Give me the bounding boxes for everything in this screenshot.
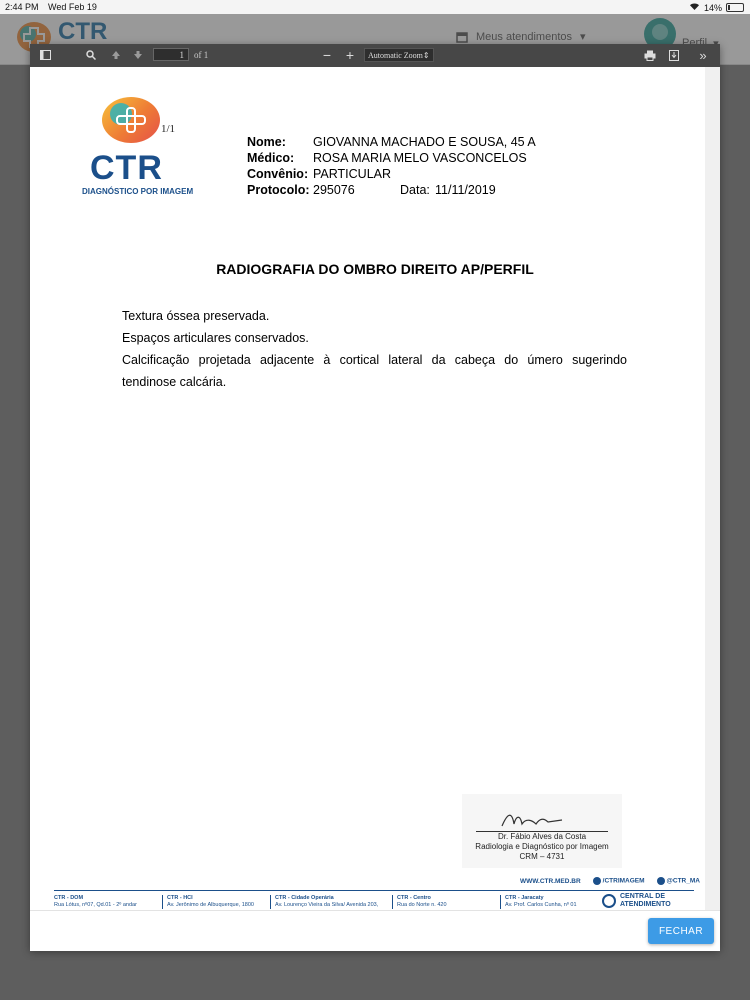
- unit-name: CTR - Cidade Operária: [275, 895, 334, 901]
- close-button[interactable]: FECHAR: [648, 918, 714, 944]
- data-label: Data:: [400, 183, 430, 197]
- signer-crm: CRM – 4731: [519, 852, 565, 861]
- footer-divider: [54, 890, 694, 891]
- report-title: RADIOGRAFIA DO OMBRO DIREITO AP/PERFIL: [216, 261, 534, 277]
- patient-name: GIOVANNA MACHADO E SOUSA, 45 A: [313, 135, 536, 149]
- central-atendimento: [620, 893, 686, 909]
- instagram-handle: @CTR_MA: [666, 877, 700, 885]
- doctor-name: ROSA MARIA MELO VASCONCELOS: [313, 151, 527, 165]
- zoom-select[interactable]: [364, 48, 434, 62]
- unit-name: CTR - Jaracaty: [505, 895, 544, 901]
- logo-subtitle: DIAGNÓSTICO POR IMAGEM: [82, 187, 194, 196]
- nome-label: Nome:: [247, 135, 286, 149]
- instagram-icon: [657, 877, 665, 885]
- instagram-link: [657, 877, 700, 885]
- select-arrows-icon: ⇕: [422, 51, 430, 60]
- zoom-out-icon[interactable]: −: [322, 47, 332, 63]
- footer-social: [520, 877, 700, 885]
- pdf-page: [30, 67, 705, 910]
- more-tools-icon[interactable]: »: [699, 47, 707, 63]
- protocolo-value: 295076: [313, 183, 355, 197]
- signature-scribble-icon: [498, 808, 566, 830]
- finding-line: Calcificação projetada adjacente à cortical lateral da cabeça do úmero sugerindo tendinose calcária.: [122, 353, 627, 389]
- website-text: WWW.CTR.MED.BR: [520, 877, 581, 885]
- unit-item: [392, 895, 447, 909]
- report-modal: [30, 44, 720, 950]
- zoom-in-icon[interactable]: +: [345, 47, 355, 63]
- print-icon[interactable]: [642, 48, 658, 62]
- battery-percent: 14%: [703, 2, 722, 13]
- finding-line: Espaços articulares conservados.: [122, 331, 309, 345]
- medico-label: Médico:: [247, 151, 295, 165]
- unit-address: Av. Prof. Carlos Cunha, nº 01: [505, 902, 577, 908]
- signer-specialty: Radiologia e Diagnóstico por Imagem: [475, 842, 609, 851]
- search-icon[interactable]: [84, 48, 98, 62]
- page-number-input[interactable]: 1: [153, 48, 189, 61]
- convenio-label: Convênio:: [247, 167, 309, 181]
- convenio-value: PARTICULAR: [313, 167, 392, 181]
- protocolo-label: Protocolo:: [247, 183, 310, 197]
- facebook-handle: /CTRIMAGEM: [602, 877, 645, 885]
- download-icon[interactable]: [666, 48, 682, 62]
- ctr-logo: [80, 97, 194, 197]
- finding-line: Textura óssea preservada.: [122, 309, 270, 323]
- wifi-icon: [689, 2, 700, 13]
- status-right: [689, 2, 744, 13]
- pdf-viewer[interactable]: [30, 67, 720, 910]
- logo-ctr-text: CTR: [90, 149, 163, 187]
- vertical-scrollbar[interactable]: [705, 67, 720, 910]
- unit-item: [54, 895, 137, 909]
- page-count: 1/1: [161, 123, 176, 135]
- signer-name: Dr. Fábio Alves da Costa: [497, 832, 587, 841]
- previous-page-icon[interactable]: [109, 48, 123, 62]
- unit-item: [500, 895, 577, 909]
- signature-block: [462, 794, 622, 868]
- central-text: CENTRAL DE ATENDIMENTO: [620, 893, 671, 908]
- facebook-icon: [593, 877, 601, 885]
- battery-icon: [726, 3, 744, 12]
- signature-text: [462, 832, 622, 862]
- zoom-select-value: Automatic Zoom: [368, 51, 423, 60]
- status-time: 2:44 PM: [5, 2, 39, 12]
- phone-icon: [602, 894, 616, 908]
- unit-name: CTR - HCI: [167, 895, 193, 901]
- unit-item: [162, 895, 254, 909]
- logo-cross-icon: [116, 107, 146, 133]
- unit-address: Rua Lótus, nº07, Qd.01 - 2º andar: [54, 902, 137, 908]
- next-page-icon[interactable]: [131, 48, 145, 62]
- page-total: of 1: [194, 50, 209, 60]
- facebook-link: [593, 877, 645, 885]
- pdf-toolbar: [30, 44, 720, 67]
- modal-footer: [30, 910, 720, 951]
- report-findings: [122, 305, 627, 393]
- status-bar: [0, 0, 750, 14]
- unit-address: Rua do Norte n. 420: [397, 902, 447, 908]
- status-date: Wed Feb 19: [48, 2, 97, 12]
- unit-address: Av. Lourenço Vieira da Silva/ Avenida 203,: [275, 902, 379, 908]
- unit-name: CTR - DOM: [54, 895, 84, 901]
- exam-date: 11/11/2019: [435, 183, 496, 197]
- unit-name: CTR - Centro: [397, 895, 431, 901]
- unit-address: Av. Jerônimo de Albuquerque, 1800: [167, 902, 254, 908]
- sidebar-toggle-icon[interactable]: [38, 48, 52, 62]
- unit-item: [270, 895, 378, 909]
